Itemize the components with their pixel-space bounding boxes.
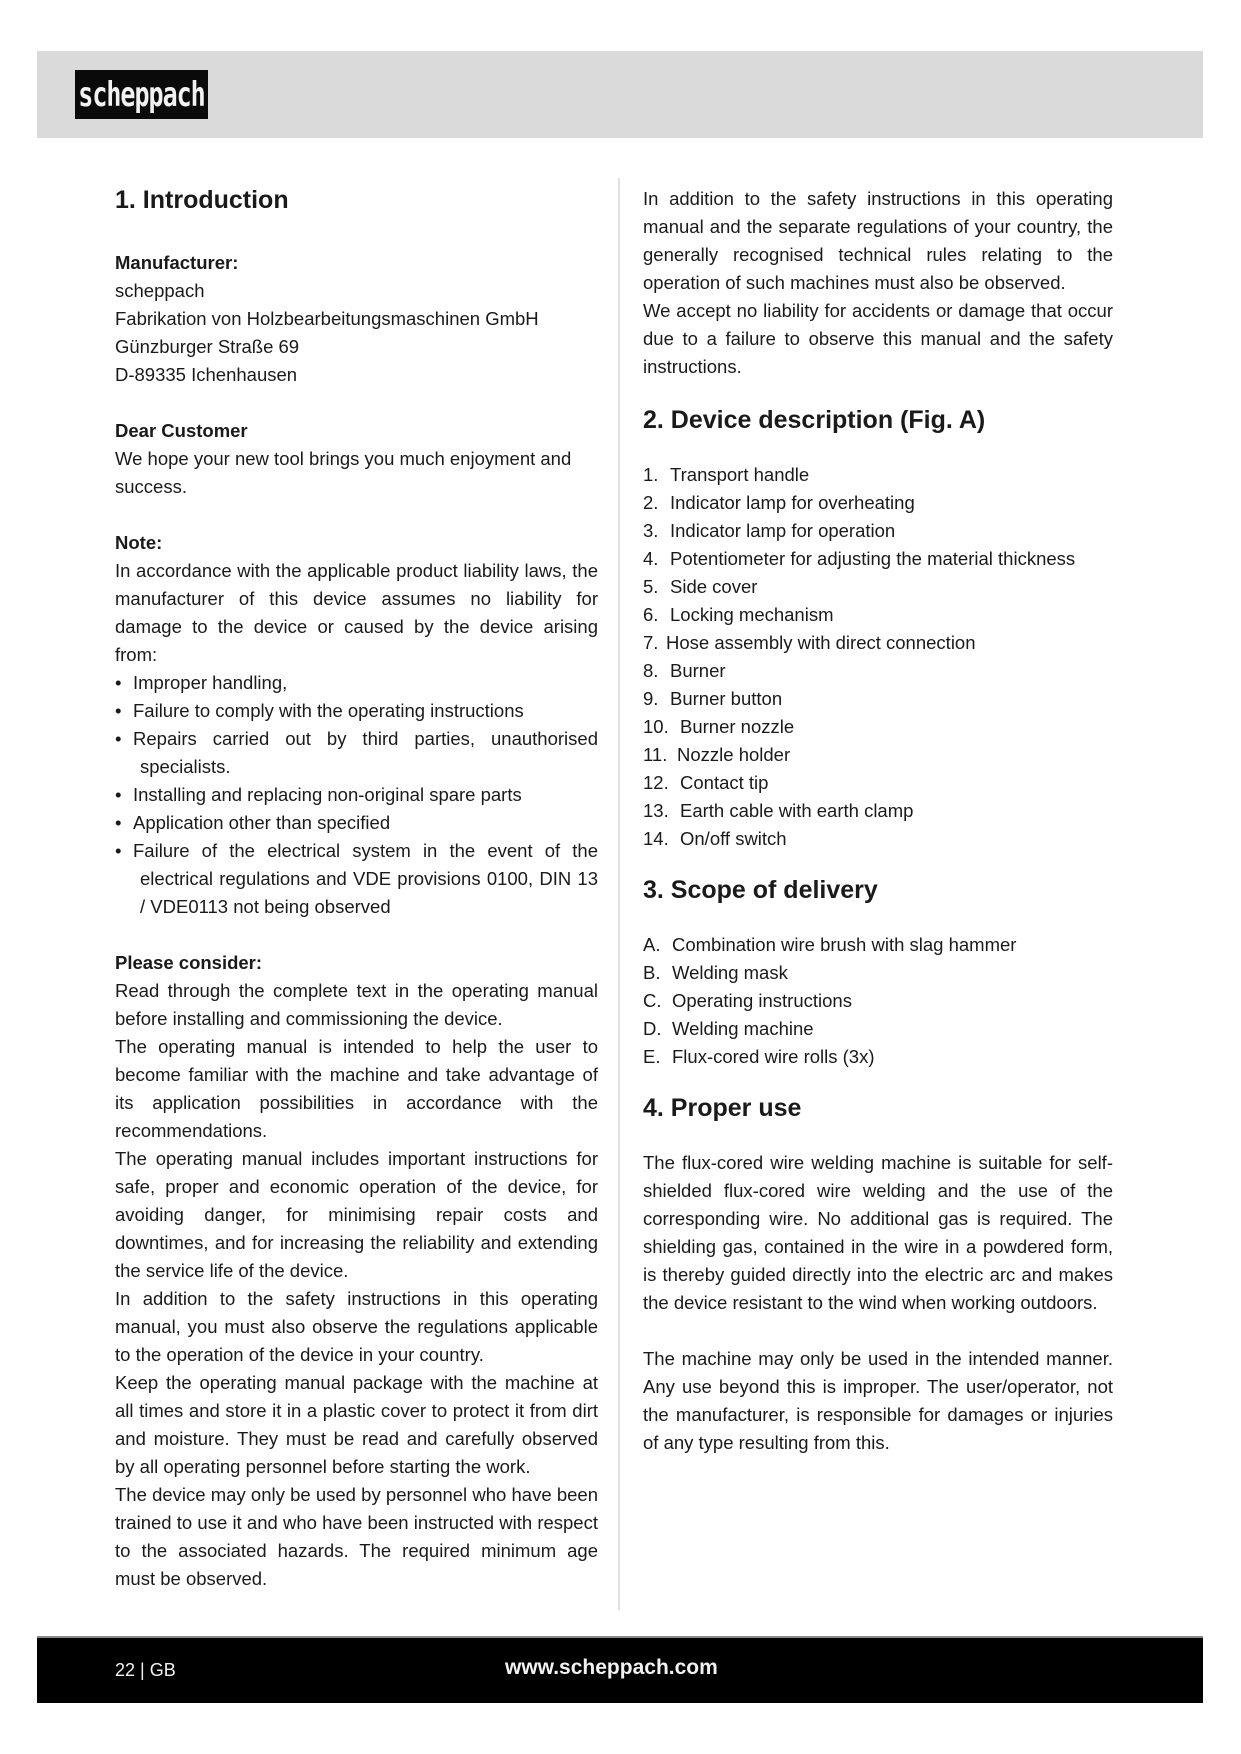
- list-item: 10. Burner nozzle: [643, 716, 795, 737]
- manufacturer-line: Fabrikation von Holzbearbeitungsmaschinen GmbH: [115, 308, 539, 329]
- section-heading-device-description: 2. Device description (Fig. A): [643, 406, 986, 434]
- manufacturer-line: scheppach: [115, 280, 205, 301]
- list-item: • Improper handling,: [115, 672, 288, 693]
- list-item: 2. Indicator lamp for overheating: [643, 492, 915, 513]
- website-link[interactable]: www.scheppach.com: [505, 1656, 718, 1679]
- please-consider-label: Please consider:: [115, 952, 263, 973]
- liability-paragraph: We accept no liability for accidents or damage that occur due to a failure to observe this manual and the safety instructions.: [643, 300, 1113, 377]
- list-item: 12. Contact tip: [643, 772, 769, 793]
- consider-paragraph: The device may only be used by personnel who have been trained to use it and who have been instructed with respect to the associated hazards. The required minimum age must be observed.: [115, 1484, 598, 1589]
- list-item: • Application other than specified: [115, 812, 391, 833]
- list-item: D. Welding machine: [643, 1018, 814, 1039]
- list-item: C. Operating instructions: [643, 990, 852, 1011]
- list-item: 14. On/off switch: [643, 828, 787, 849]
- consider-paragraph: Keep the operating manual package with the machine at all times and store it in a plastic cover to protect it from dirt and moisture. They must be read and carefully observed by all operating personnel before starting the work.: [115, 1372, 598, 1477]
- list-item: • Repairs carried out by third parties, unauthorised specialists.: [115, 728, 598, 777]
- proper-use-paragraph: The machine may only be used in the intended manner. Any use beyond this is improper. The user/operator, not the manufacturer, is responsible for damages or injuries of any type resulting from this.: [643, 1348, 1113, 1453]
- list-item: 3. Indicator lamp for operation: [643, 520, 896, 541]
- dear-customer-text: We hope your new tool brings you much enjoyment and success.: [115, 448, 572, 497]
- list-item: 1. Transport handle: [643, 464, 810, 485]
- consider-paragraph: Read through the complete text in the operating manual before installing and commissioning the device.: [115, 980, 598, 1029]
- logo-text: scheppach: [78, 74, 205, 115]
- safety-paragraph: In addition to the safety instructions in this operating manual and the separate regulations of your country, the generally recognised technical rules relating to the operation of such machines must also be observed.: [643, 188, 1113, 293]
- liability-exclusions-list: [115, 669, 598, 921]
- scheppach-logo: [75, 70, 208, 119]
- list-item: 8. Burner: [643, 660, 726, 681]
- note-label: Note:: [115, 532, 163, 553]
- list-item: • Failure of the electrical system in the event of the electrical regulations and VDE provisions 0100, DIN 13 / VDE0113 not being observed: [115, 840, 598, 917]
- list-item: 11. Nozzle holder: [643, 744, 791, 765]
- column-divider: [618, 178, 620, 1610]
- list-item: A. Combination wire brush with slag hammer: [643, 934, 1017, 955]
- device-parts-list: [643, 461, 1113, 853]
- page-number: 22 | GB: [115, 1660, 176, 1680]
- section-heading-proper-use: 4. Proper use: [643, 1094, 802, 1122]
- manufacturer-line: D-89335 Ichenhausen: [115, 364, 298, 385]
- list-item: B. Welding mask: [643, 962, 788, 983]
- manufacturer-line: Günzburger Straße 69: [115, 336, 300, 357]
- section-heading-scope-of-delivery: 3. Scope of delivery: [643, 876, 878, 904]
- list-item: 6. Locking mechanism: [643, 604, 834, 625]
- consider-paragraph: The operating manual is intended to help the user to become familiar with the machine and take advantage of its application possibilities in accordance with the recommendations.: [115, 1036, 598, 1141]
- list-item: • Installing and replacing non-original spare parts: [115, 784, 522, 805]
- note-text: In accordance with the applicable product liability laws, the manufacturer of this device assumes no liability for damage to the device or caused by the device arising from:: [115, 560, 598, 665]
- section-heading-introduction: 1. Introduction: [115, 186, 289, 214]
- scope-of-delivery-list: [643, 931, 1113, 1071]
- list-item: 4. Potentiometer for adjusting the material thickness: [643, 548, 1076, 569]
- right-column: [643, 185, 1113, 1457]
- list-item: • Failure to comply with the operating instructions: [115, 700, 524, 721]
- manufacturer-label: Manufacturer:: [115, 252, 239, 273]
- proper-use-paragraph: The flux-cored wire welding machine is suitable for self-shielded flux-cored wire welding and the use of the corresponding wire. No additional gas is required. The shielding gas, contained in the wire in a powdered form, is thereby guided directly into the electric arc and makes the device resistant to the wind when working outdoors.: [643, 1152, 1113, 1313]
- list-item: 7. Hose assembly with direct connection: [643, 632, 976, 653]
- list-item: E. Flux-cored wire rolls (3x): [643, 1046, 875, 1067]
- page-footer: [37, 1636, 1203, 1703]
- list-item: 13. Earth cable with earth clamp: [643, 800, 914, 821]
- dear-customer-label: Dear Customer: [115, 420, 248, 441]
- list-item: 9. Burner button: [643, 688, 783, 709]
- list-item: 5. Side cover: [643, 576, 758, 597]
- page-header: [37, 51, 1203, 138]
- consider-paragraph: In addition to the safety instructions in this operating manual, you must also observe the regulations applicable to the operation of the device in your country.: [115, 1288, 598, 1365]
- left-column: [115, 185, 598, 1593]
- consider-paragraph: The operating manual includes important instructions for safe, proper and economic operation of the device, for avoiding danger, for minimising repair costs and downtimes, and for increasing the reliability and extending the service life of the device.: [115, 1148, 598, 1281]
